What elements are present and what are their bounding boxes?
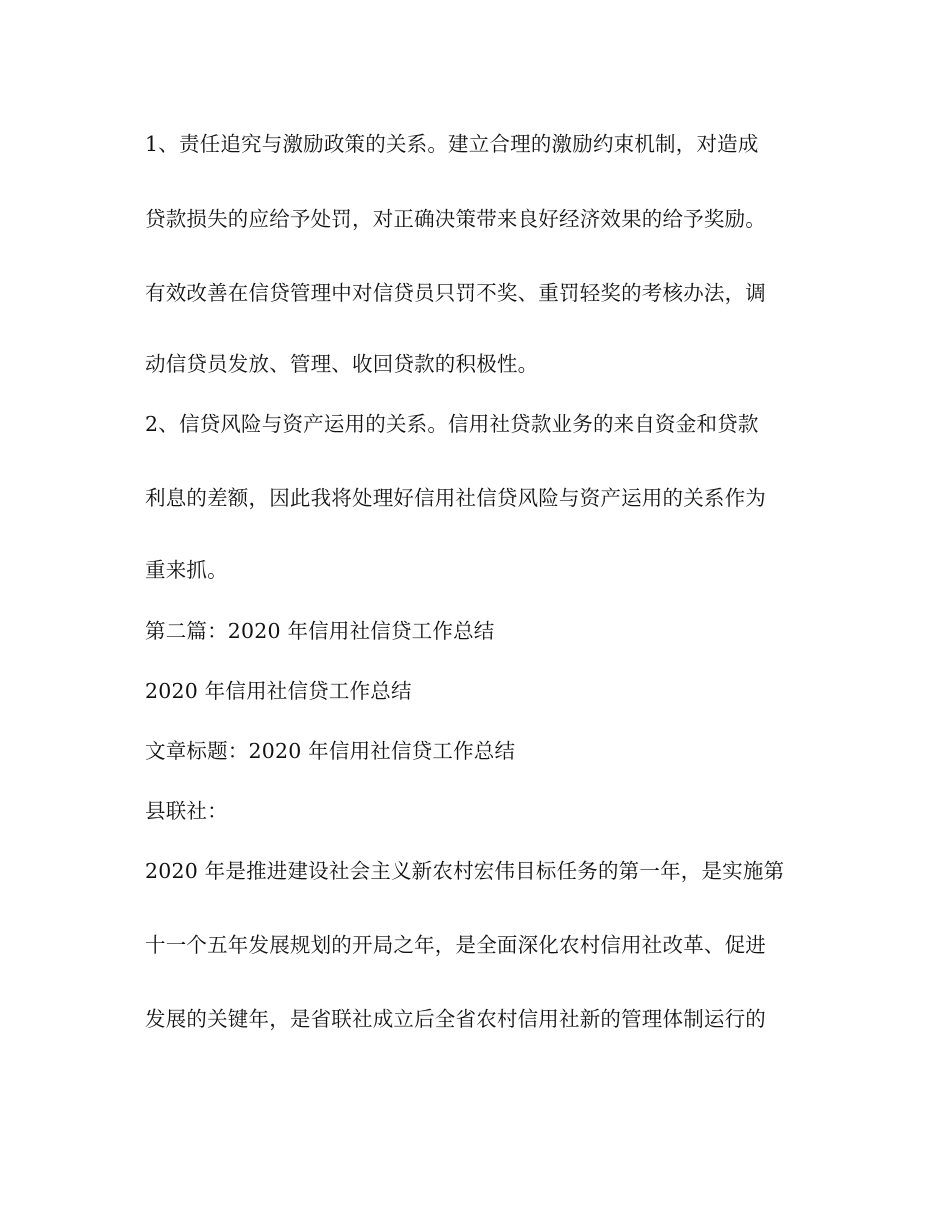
paragraph-2-line-2: 利息的差额，因此我将处理好信用社信贷风险与资产运用的关系作为 xyxy=(145,486,766,510)
paragraph-1-line-1: 1、责任追究与激励政策的关系。建立合理的激励约束机制，对造成 xyxy=(145,132,759,156)
article-title: 文章标题：2020 年信用社信贷工作总结 xyxy=(145,739,516,763)
paragraph-2-line-1: 2、信贷风险与资产运用的关系。信用社贷款业务的来自资金和贷款 xyxy=(145,412,759,436)
section-heading: 第二篇：2020 年信用社信贷工作总结 xyxy=(145,619,495,643)
document-title: 2020 年信用社信贷工作总结 xyxy=(145,679,412,703)
paragraph-1-line-3: 有效改善在信贷管理中对信贷员只罚不奖、重罚轻奖的考核办法，调 xyxy=(145,281,766,305)
addressee: 县联社： xyxy=(145,799,228,823)
paragraph-1-line-4: 动信贷员发放、管理、收回贷款的积极性。 xyxy=(145,352,539,376)
paragraph-1-line-2: 贷款损失的应给予处罚，对正确决策带来良好经济效果的给予奖励。 xyxy=(145,207,766,231)
paragraph-3-line-2: 十一个五年发展规划的开局之年，是全面深化农村信用社改革、促进 xyxy=(145,933,766,957)
paragraph-3-line-1: 2020 年是推进建设社会主义新农村宏伟目标任务的第一年，是实施第 xyxy=(145,859,785,883)
paragraph-3-line-3: 发展的关键年，是省联社成立后全省农村信用社新的管理体制运行的 xyxy=(145,1007,766,1031)
paragraph-2-line-3: 重来抓。 xyxy=(145,558,228,582)
